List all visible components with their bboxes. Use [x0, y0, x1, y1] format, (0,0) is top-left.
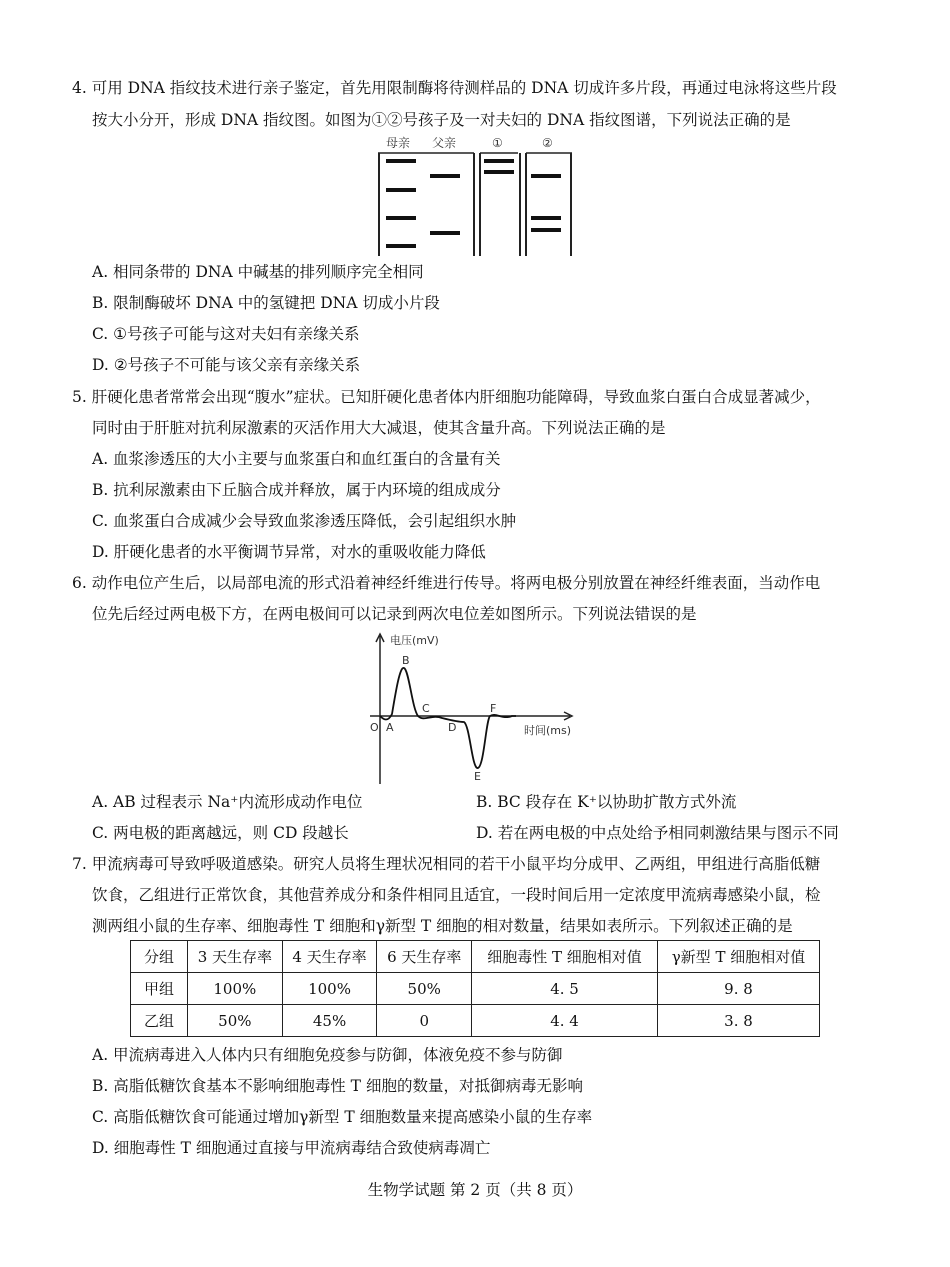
q7-stem-line2: 饮食，乙组进行正常饮食，其他营养成分和条件相同且适宜，一段时间后用一定浓度甲流病毒感染小鼠，检: [92, 886, 821, 904]
point-o-label: O: [370, 721, 379, 734]
band: [386, 159, 416, 163]
table-cell: 50%: [188, 1005, 283, 1037]
table-header-cell: γ新型 T 细胞相对值: [657, 941, 819, 973]
label-father: 父亲: [432, 136, 457, 150]
q6-option-b: B. BC 段存在 K⁺以协助扩散方式外流: [476, 793, 737, 811]
q6-option-c: C. 两电极的距离越远，则 CD 段越长: [92, 824, 349, 842]
q4-stem-line1: 4. 可用 DNA 指纹技术进行亲子鉴定，首先用限制酶将待测样品的 DNA 切成许多片段，再通过电泳将这些片段: [72, 79, 837, 97]
q6-option-d: D. 若在两电极的中点处给予相同刺激结果与图示不同: [476, 824, 839, 842]
table-cell: 0: [377, 1005, 472, 1037]
q7-option-c: C. 高脂低糖饮食可能通过增加γ新型 T 细胞数量来提高感染小鼠的生存率: [92, 1108, 593, 1126]
band: [430, 174, 460, 178]
table-header-cell: 6 天生存率: [377, 941, 472, 973]
potential-curve: [380, 668, 516, 768]
table-header-cell: 分组: [131, 941, 188, 973]
q5-option-b: B. 抗利尿激素由下丘脑合成并释放，属于内环境的组成成分: [92, 481, 501, 499]
point-f-label: F: [490, 702, 497, 715]
table-header-cell: 细胞毒性 T 细胞相对值: [472, 941, 658, 973]
point-a-label: A: [386, 721, 394, 734]
q5-option-c: C. 血浆蛋白合成减少会导致血浆渗透压降低，会引起组织水肿: [92, 512, 517, 530]
q6-stem-line2: 位先后经过两电极下方，在两电极间可以记录到两次电位差如图所示。下列说法错误的是: [92, 605, 697, 623]
table-cell: 45%: [282, 1005, 377, 1037]
q5-option-a: A. 血浆渗透压的大小主要与血浆蛋白和血红蛋白的含量有关: [92, 450, 501, 468]
band: [531, 174, 561, 178]
band: [430, 231, 460, 235]
q7-option-a: A. 甲流病毒进入人体内只有细胞免疫参与防御，体液免疫不参与防御: [92, 1046, 563, 1064]
q7-option-d: D. 细胞毒性 T 细胞通过直接与甲流病毒结合致使病毒凋亡: [92, 1139, 491, 1157]
point-d-label: D: [448, 721, 457, 734]
q5-stem-line1: 5. 肝硬化患者常常会出现“腹水”症状。已知肝硬化患者体内肝细胞功能障碍，导致血浆白蛋白合成显著减少，: [72, 388, 821, 406]
table-cell: 3. 8: [657, 1005, 819, 1037]
point-c-label: C: [422, 702, 430, 715]
q6-stem-line1: 6. 动作电位产生后，以局部电流的形式沿着神经纤维进行传导。将两电极分别放置在神经纤维表面，当动作电: [72, 574, 821, 592]
table-row: [131, 973, 820, 1005]
q5-stem-line2: 同时由于肝脏对抗利尿激素的灭活作用大大减退，使其含量升高。下列说法正确的是: [92, 419, 666, 437]
y-axis-label: 电压(mV): [390, 634, 439, 647]
page-footer: 生物学试题 第 2 页（共 8 页）: [367, 1181, 583, 1199]
table-cell: 甲组: [131, 973, 188, 1005]
q4-option-c: C. ①号孩子可能与这对夫妇有亲缘关系: [92, 325, 360, 343]
point-b-label: B: [402, 654, 410, 667]
table-header-cell: 3 天生存率: [188, 941, 283, 973]
band: [531, 216, 561, 220]
q4-option-d: D. ②号孩子不可能与该父亲有亲缘关系: [92, 356, 361, 374]
q4-option-b: B. 限制酶破坏 DNA 中的氢键把 DNA 切成小片段: [92, 294, 440, 312]
q6-option-a: A. AB 过程表示 Na⁺内流形成动作电位: [92, 793, 363, 811]
table-cell: 100%: [188, 973, 283, 1005]
band: [386, 216, 416, 220]
table-header-row: [131, 941, 820, 973]
band: [386, 244, 416, 248]
band: [484, 170, 514, 174]
x-axis-label: 时间(ms): [524, 724, 572, 737]
dna-fingerprint-figure: [376, 134, 576, 258]
label-mother: 母亲: [386, 136, 411, 150]
point-e-label: E: [474, 770, 481, 783]
q7-option-b: B. 高脂低糖饮食基本不影响细胞毒性 T 细胞的数量，对抵御病毒无影响: [92, 1077, 583, 1095]
q4-stem-line2: 按大小分开，形成 DNA 指纹图。如图为①②号孩子及一对夫妇的 DNA 指纹图谱，下列说法正确的是: [92, 111, 791, 129]
q4-option-a: A. 相同条带的 DNA 中碱基的排列顺序完全相同: [92, 263, 424, 281]
table-header-cell: 4 天生存率: [282, 941, 377, 973]
table-cell: 9. 8: [657, 973, 819, 1005]
table-row: [131, 1005, 820, 1037]
action-potential-graph: [366, 630, 586, 788]
results-table: [130, 940, 820, 1037]
q7-stem-line3: 测两组小鼠的生存率、细胞毒性 T 细胞和γ新型 T 细胞的相对数量，结果如表所示。下列叙述正确的是: [92, 917, 793, 935]
table-cell: 100%: [282, 973, 377, 1005]
table-cell: 乙组: [131, 1005, 188, 1037]
label-child1: ①: [492, 136, 503, 150]
table-cell: 4. 5: [472, 973, 658, 1005]
band: [484, 159, 514, 163]
table-cell: 4. 4: [472, 1005, 658, 1037]
table-cell: 50%: [377, 973, 472, 1005]
q7-stem-line1: 7. 甲流病毒可导致呼吸道感染。研究人员将生理状况相同的若干小鼠平均分成甲、乙两组，甲组进行高脂低糖: [72, 855, 821, 873]
q5-option-d: D. 肝硬化患者的水平衡调节异常，对水的重吸收能力降低: [92, 543, 486, 561]
band: [531, 228, 561, 232]
band: [386, 188, 416, 192]
label-child2: ②: [542, 136, 553, 150]
